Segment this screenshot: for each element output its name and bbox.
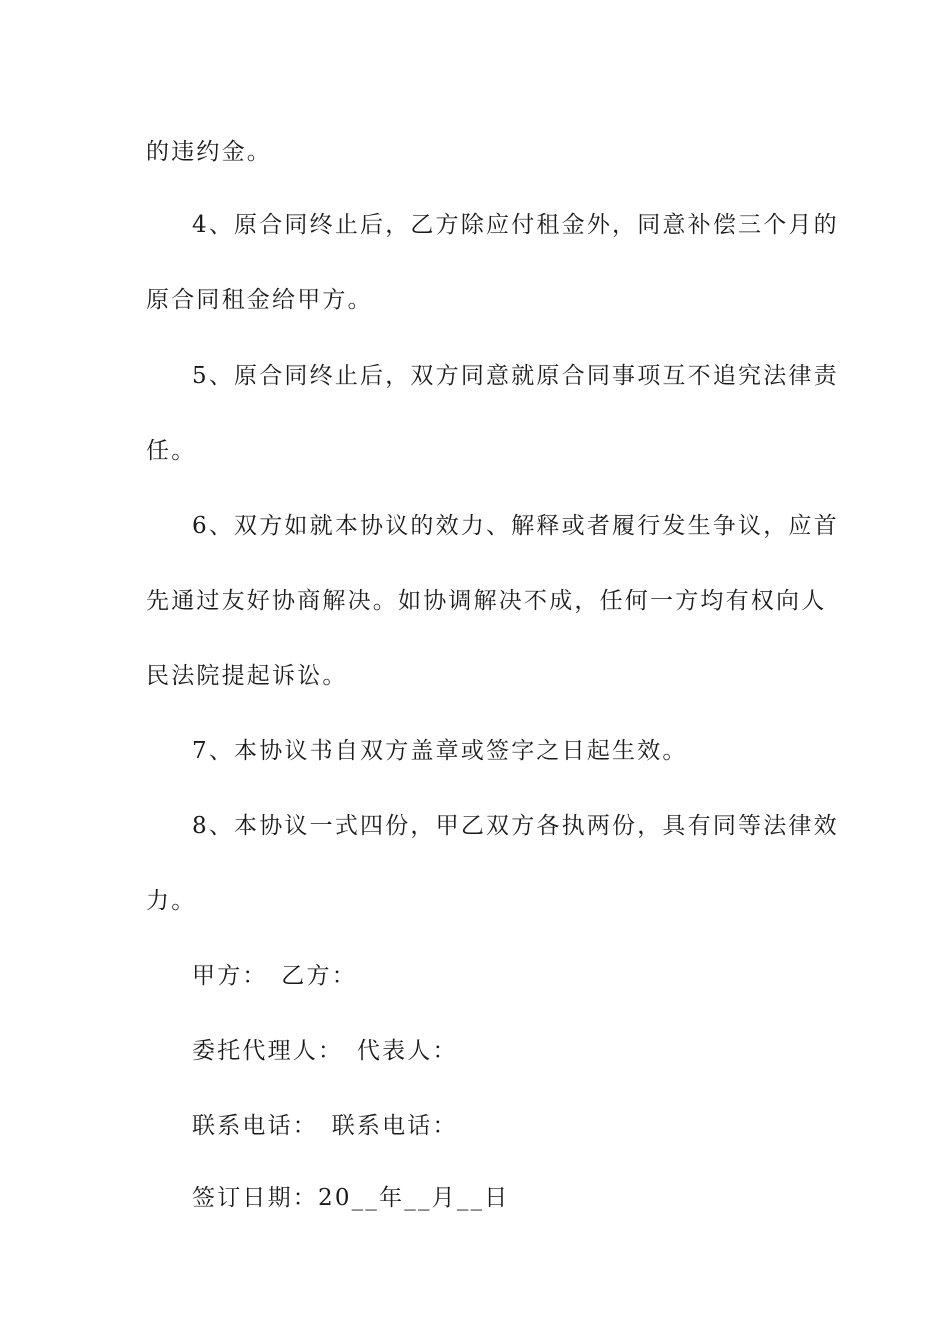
signature-phone-line: 联系电话： 联系电话： [192, 1113, 458, 1139]
signature-date-line: 签订日期：20__年__月__日 [192, 1185, 510, 1211]
clause-5-line-2: 任。 [146, 438, 197, 464]
clause-7-line-1: 7、本协议书自双方盖章或签字之日起生效。 [192, 738, 688, 764]
clause-8-line-2: 力。 [146, 888, 197, 914]
clause-6-line-3: 民法院提起诉讼。 [146, 663, 348, 689]
clause-8-line-1: 8、本协议一式四份，甲乙双方各执两份，具有同等法律效 [192, 813, 839, 839]
clause-4-line-2: 原合同租金给甲方。 [146, 287, 373, 313]
clause-5-line-1: 5、原合同终止后，双方同意就原合同事项互不追究法律责 [192, 363, 839, 389]
clause-6-line-2: 先通过友好协商解决。如协调解决不成，任何一方均有权向人 [146, 588, 827, 614]
text-line-penalty-end: 的违约金。 [146, 139, 272, 165]
signature-agent-line: 委托代理人： 代表人： [192, 1038, 458, 1064]
signature-party-line: 甲方： 乙方： [192, 963, 357, 989]
clause-6-line-1: 6、双方如就本协议的效力、解释或者履行发生争议，应首 [192, 513, 839, 539]
clause-4-line-1: 4、原合同终止后，乙方除应付租金外，同意补偿三个月的 [192, 212, 839, 238]
